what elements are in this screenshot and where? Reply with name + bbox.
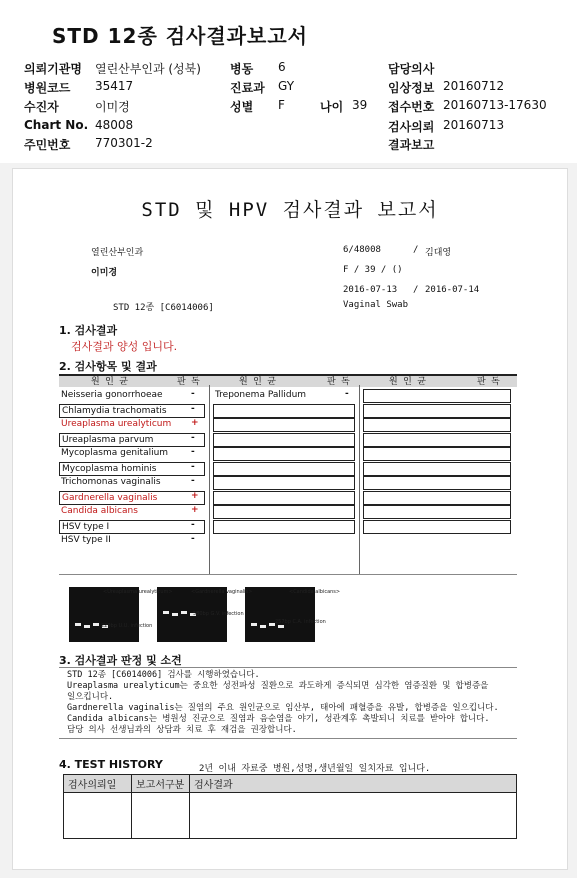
ward-label: 병동 [230,62,254,76]
history-header: 보고서구분 [132,775,190,793]
section-2-heading: 2. 검사항목 및 결과 [59,360,157,373]
empty-result-box [213,462,355,476]
result-mark: - [191,389,195,399]
hospital-code-value: 35417 [95,79,134,93]
empty-result-box [363,418,511,432]
sex-label: 성별 [230,100,254,114]
gel-band [93,623,99,626]
gel-label-uu: <Ureaplasma urealyticum> [103,589,173,595]
gel-band [84,625,90,628]
col3-header-pathogen: 원 인 균 [389,377,426,387]
pathogen-name: HSV type I [59,520,205,534]
rrn-value: 770301-2 [95,136,153,150]
chart-doctor: 6/48008 [343,245,381,255]
patient-label: 수진자 [24,100,59,114]
column-divider [359,385,360,574]
gel-label-ca: <Candida albicans> [289,589,341,595]
empty-result-box [213,433,355,447]
pathogen-name: Treponema Pallidum [215,390,307,400]
clinical-value: 20160712 [443,79,505,93]
empty-result-box [363,505,511,519]
gel-image-ca [245,587,315,642]
empty-result-box [363,447,511,461]
history-table [63,774,517,839]
section-1-heading: 1. 검사결과 [59,324,118,337]
gel-band [278,625,284,628]
comment-box [59,667,517,739]
date-from: 2016-07-13 [343,285,398,295]
receipt-label: 접수번호 [388,100,435,114]
comment-line: Gardnerella vaginalis는 질염의 주요 원인균으로 임산부, 태아에 패혈증을 유발, 합병증을 일으킵니다. [67,703,499,713]
clinic-name: 열린산부인과 [91,248,144,258]
receipt-value: 20160713-17630 [443,98,547,112]
document-title: STD 12종 검사결과보고서 [52,24,308,48]
ward-value: 6 [278,60,286,74]
history-header: 검사의뢰일 [64,775,132,793]
history-cell [64,793,132,839]
col2-header-judge: 판 독 [327,377,350,387]
empty-result-box [213,447,355,461]
gel-band [181,611,187,614]
empty-result-box [363,389,511,403]
pathogen-name: Neisseria gonorrhoeae [61,390,163,400]
pathogen-name: Gardnerella vaginalis [59,491,205,505]
gel-label-gv: <Gardnerella vaginalis> [191,589,253,595]
empty-result-box [213,418,355,432]
history-note: 2년 이내 자료중 병원,성명,생년월일 일치자료 입니다. [199,764,431,774]
pathogen-name: Ureaplasma urealyticum [61,419,172,429]
empty-result-box [363,404,511,418]
col1-header-pathogen: 원 인 균 [91,377,128,387]
clinical-label: 임상정보 [388,81,435,95]
comment-line: STD 12종 [C6014006] 검사를 시행하였습니다. [67,670,260,680]
gel-image-uu [69,587,139,642]
comment-line: Candida albicans는 병원성 진균으로 질염과 음순염을 야기, 성관계후 촉발되니 치료를 받아야 합니다. [67,714,490,724]
result-text: 검사결과 양성 입니다. [71,340,178,353]
result-mark: + [191,505,199,515]
empty-result-box [363,491,511,505]
rrn-label: 주민번호 [24,138,71,152]
pathogen-name: Ureaplasma parvum [59,433,205,447]
result-mark: - [345,389,349,399]
age-label: 나이 [320,100,344,114]
test-code: STD 12종 [C6014006] [113,303,214,313]
gel-band [75,623,81,626]
gel-band-ca: 257bp C.A. infection [275,619,326,625]
pathogen-name: Mycoplasma hominis [59,462,205,476]
age-value: 39 [352,98,368,112]
column-divider [209,385,210,574]
gel-band [251,623,257,626]
result-mark: + [191,490,199,501]
comment-line: 담당 의사 선생님과의 상담과 치료 후 재검을 권장합니다. [67,725,297,735]
history-header: 검사결과 [190,775,517,793]
doctor-separator: / [413,245,419,255]
doctor-label: 담당의사 [388,62,435,76]
gel-band [260,625,266,628]
col3-header-judge: 판 독 [477,377,500,387]
patient-value: 이미경 [95,100,130,114]
report-label: 결과보고 [388,138,435,152]
report-header [0,0,577,163]
institution-value: 열린산부인과 (성북) [95,62,201,76]
gel-band [163,611,169,614]
section-3-heading: 3. 검사결과 판정 및 소견 [59,654,182,667]
empty-result-box [213,505,355,519]
result-mark: - [191,403,195,414]
pathogen-name: Mycoplasma genitalium [61,448,169,458]
gel-band-gv: 580bp G.V. infection [193,611,244,617]
dept-label: 진료과 [230,81,265,95]
sex-age: F / 39 / () [343,265,403,275]
specimen: Vaginal Swab [343,300,409,310]
empty-result-box [213,404,355,418]
result-mark: - [191,534,195,544]
report-title: STD 및 HPV 검사결과 보고서 [141,199,439,221]
history-cell [190,793,517,839]
result-mark: - [191,519,195,530]
empty-result-box [363,476,511,490]
dept-value: GY [278,79,295,93]
scanned-report [12,168,568,870]
empty-result-box [213,520,355,534]
doctor-name: 김대영 [425,248,452,258]
comment-line: 일으킵니다. [67,692,114,702]
date-separator: / [413,285,419,295]
empty-result-box [213,476,355,490]
chart-label: Chart No. [24,118,89,132]
chart-value: 48008 [95,118,134,132]
sex-value: F [278,98,285,112]
result-mark: - [191,461,195,472]
history-cell [132,793,190,839]
pathogen-name: Trichomonas vaginalis [61,477,161,487]
empty-result-box [363,433,511,447]
result-mark: - [191,447,195,457]
comment-line: Ureaplasma urealyticum는 중요한 성전파성 질환으로 과도하게 증식되면 심각한 염증질환 및 합병증을 [67,681,489,691]
pathogen-name: Chlamydia trachomatis [59,404,205,418]
pathogen-name: HSV type II [61,535,111,545]
col1-header-judge: 판 독 [177,377,200,387]
request-value: 20160713 [443,118,505,132]
pathogen-name: Candida albicans [61,506,138,516]
date-to: 2016-07-14 [425,285,480,295]
result-mark: - [191,432,195,443]
col2-header-pathogen: 원 인 균 [239,377,276,387]
report-patient: 이미경 [91,268,118,278]
section-4-heading: 4. TEST HISTORY [59,758,163,771]
empty-result-box [363,462,511,476]
gel-band [172,613,178,616]
empty-result-box [213,491,355,505]
result-mark: - [191,476,195,486]
result-mark: + [191,418,199,428]
gel-band-uu: 229bp U.U. infection [101,623,153,629]
request-label: 검사의뢰 [388,120,435,134]
institution-label: 의뢰기관명 [24,62,82,76]
results-table [59,374,517,575]
empty-result-box [363,520,511,534]
hospital-code-label: 병원코드 [24,81,71,95]
